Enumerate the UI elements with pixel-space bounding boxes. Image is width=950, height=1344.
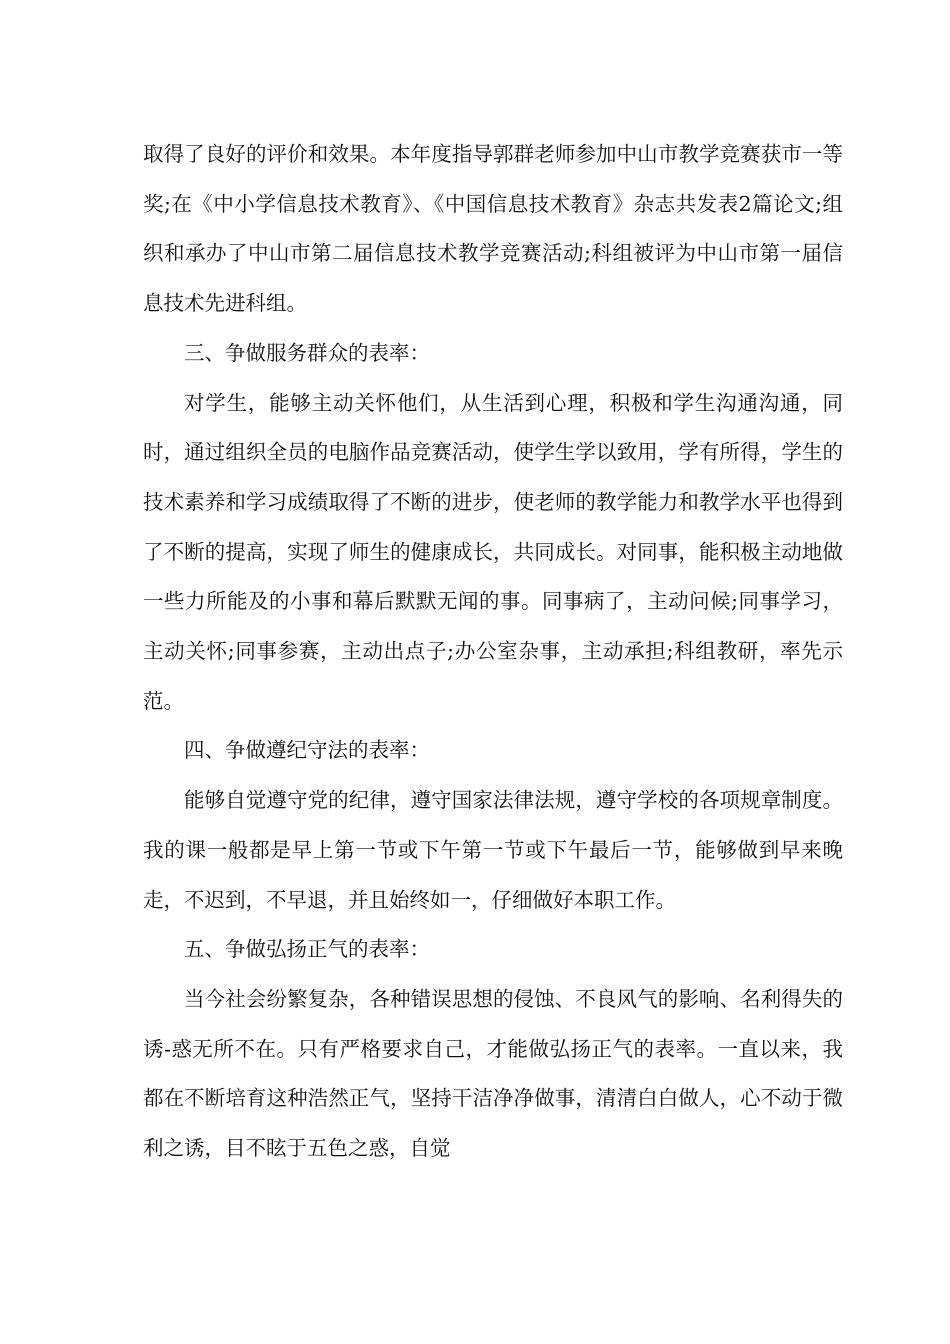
section-heading-4: 四、争做遵纪守法的表率： bbox=[184, 738, 430, 763]
paragraph-serve-masses: 对学生，能够主动关怀他们，从生活到心理，积极和学生沟通沟通，同时，通过组织全员的电脑作品竞赛活动，使学生学以致用，学有所得，学生的技术素养和学习成绩取得了不断的进步，使老师的教学能力和教学水平也得到了不断的提高，实现了师生的健康成长，共同成长。对同事，能积极主动地做一些力所能及的小事和幕后默默无闻的事。同事病了，主动问候;同事学习，主动关怀;同事参赛，主动出点子;办公室杂事，主动承担;科组教研，率先示范。 bbox=[143, 390, 843, 713]
section-heading-5: 五、争做弘扬正气的表率： bbox=[184, 937, 430, 962]
paragraph-integrity: 当今社会纷繁复杂，各种错误思想的侵蚀、不良风气的影响、名利得失的诱-惑无所不在。只有严格要求自己，才能做弘扬正气的表率。一直以来，我都在不断培育这种浩然正气，坚持干洁净净做事，清清白白做人，心不动于微利之诱，目不眩于五色之惑，自觉 bbox=[143, 986, 843, 1161]
paragraph-discipline: 能够自觉遵守党的纪律，遵守国家法律法规，遵守学校的各项规章制度。我的课一般都是早上第一节或下午第一节或下午最后一节，能够做到早来晚走，不迟到，不早退，并且始终如一，仔细做好本职工作。 bbox=[143, 788, 843, 912]
paragraph-continuation: 取得了良好的评价和效果。本年度指导郭群老师参加中山市教学竞赛获市一等奖;在《中小学信息技术教育》、《中国信息技术教育》杂志共发表2篇论文;组织和承办了中山市第二届信息技术教学竞赛活动;科组被评为中山市第一届信息技术先进科组。 bbox=[143, 142, 843, 316]
section-heading-3: 三、争做服务群众的表率： bbox=[184, 340, 430, 365]
document-body bbox=[143, 130, 843, 1174]
